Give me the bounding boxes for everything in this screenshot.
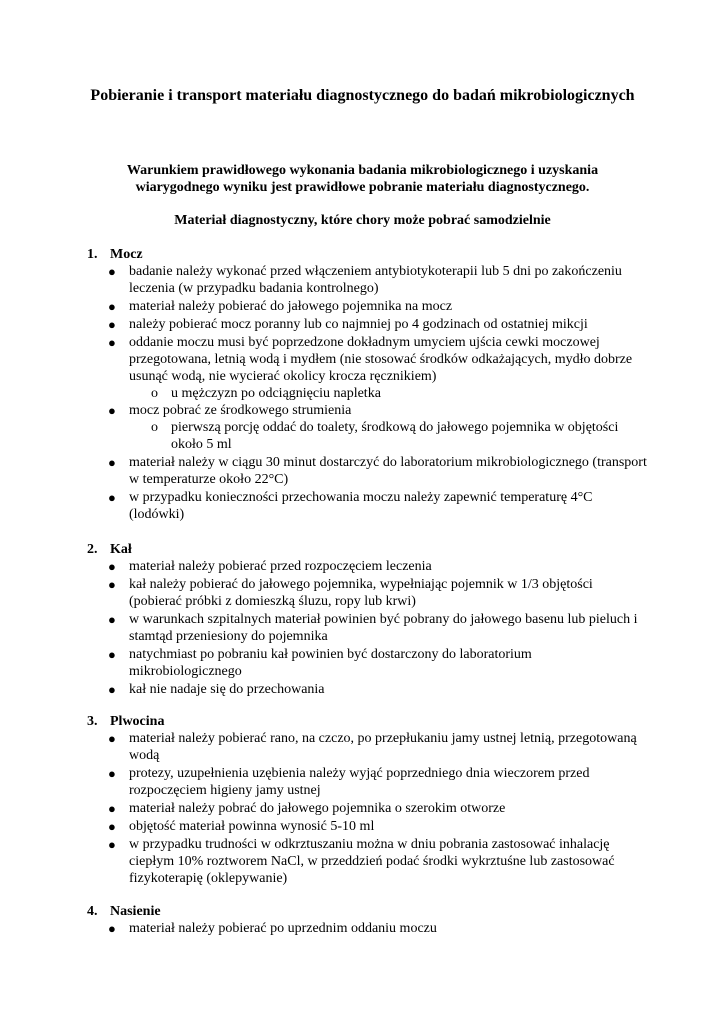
list-item bbox=[87, 576, 647, 610]
list-item-text: objętość materiał powinna wynosić 5-10 ml bbox=[129, 819, 375, 834]
bullet-list bbox=[87, 558, 647, 698]
bullet-icon: ● bbox=[108, 403, 116, 418]
list-item bbox=[87, 334, 647, 402]
section-heading bbox=[87, 541, 647, 558]
document-title: Pobieranie i transport materiału diagnostycznego do badań mikrobiologicznych bbox=[90, 87, 635, 104]
section-number: 3. bbox=[87, 714, 98, 729]
bullet-icon: ● bbox=[108, 490, 116, 505]
list-item-text: badanie należy wykonać przed włączeniem antybiotykoterapii lub 5 dni po zakończeniu leczenia (w przypadku badania kontrolnego) bbox=[129, 264, 622, 296]
list-item-text: kał nie nadaje się do przechowania bbox=[129, 682, 325, 697]
bullet-icon: ● bbox=[108, 455, 116, 470]
list-item-text: w warunkach szpitalnych materiał powinien być pobrany do jałowego basenu lub pieluch i stamtąd przeniesiony do pojemnika bbox=[129, 612, 638, 644]
section-name: Plwocina bbox=[110, 714, 165, 729]
circle-bullet-icon: o bbox=[151, 386, 158, 401]
list-item bbox=[87, 646, 647, 680]
list-item-text: materiał należy pobrać do jałowego pojemnika o szerokim otworze bbox=[129, 801, 506, 816]
bullet-icon: ● bbox=[108, 335, 116, 350]
sub-list-item-text: pierwszą porcję oddać do toalety, środkową do jałowego pojemnika w objętości około 5 ml bbox=[171, 420, 619, 452]
section-subtitle: Materiał diagnostyczny, które chory może pobrać samodzielnie bbox=[174, 213, 551, 228]
list-item-text: kał należy pobierać do jałowego pojemnika, wypełniając pojemnik w 1/3 objętości (pobierać próbki z domieszką śluzu, ropy lub krwi) bbox=[129, 577, 593, 609]
section-number: 4. bbox=[87, 904, 98, 919]
bullet-list bbox=[87, 920, 647, 937]
sub-bullet-list bbox=[87, 419, 647, 453]
intro-paragraph: Warunkiem prawidłowego wykonania badania mikrobiologicznego i uzyskania wiarygodnego wyniku jest prawidłowe pobranie materiału diagnostycznego. bbox=[126, 163, 599, 195]
list-item bbox=[87, 611, 647, 645]
bullet-icon: ● bbox=[108, 766, 116, 781]
bullet-icon: ● bbox=[108, 921, 116, 936]
list-item-text: należy pobierać mocz poranny lub co najmniej po 4 godzinach od ostatniej mikcji bbox=[129, 317, 588, 332]
list-item-text: materiał należy w ciągu 30 minut dostarczyć do laboratorium mikrobiologicznego (transport w temperaturze około 22°C) bbox=[129, 455, 647, 487]
list-item bbox=[87, 818, 647, 835]
section-name: Kał bbox=[110, 542, 132, 557]
sub-list-item bbox=[87, 419, 647, 453]
bullet-icon: ● bbox=[108, 317, 116, 332]
list-item bbox=[87, 730, 647, 764]
bullet-icon: ● bbox=[108, 837, 116, 852]
bullet-icon: ● bbox=[108, 647, 116, 662]
bullet-icon: ● bbox=[108, 612, 116, 627]
list-item-text: oddanie moczu musi być poprzedzone dokładnym umyciem ujścia cewki moczowej przegotowana, letnią wodą i mydłem (nie stosować środków odkażających, mydło dobrze usunąć wodą, nie wycierać okolicy krocza ręcznikiem) bbox=[129, 335, 633, 384]
bullet-icon: ● bbox=[108, 731, 116, 746]
list-item bbox=[87, 800, 647, 817]
list-item bbox=[87, 298, 647, 315]
list-item-text: materiał należy pobierać przed rozpoczęciem leczenia bbox=[129, 559, 432, 574]
list-item bbox=[87, 402, 647, 453]
list-item bbox=[87, 316, 647, 333]
section-number: 2. bbox=[87, 542, 98, 557]
list-item-text: protezy, uzupełnienia uzębienia należy wyjąć poprzedniego dnia wieczorem przed rozpoczęciem higieny jamy ustnej bbox=[129, 766, 590, 798]
list-item bbox=[87, 681, 647, 698]
list-item-text: w przypadku konieczności przechowania moczu należy zapewnić temperaturę 4°C (lodówki) bbox=[129, 490, 593, 522]
bullet-icon: ● bbox=[108, 299, 116, 314]
list-item bbox=[87, 558, 647, 575]
list-item bbox=[87, 836, 647, 887]
section-plwocina bbox=[87, 713, 647, 887]
list-item-text: mocz pobrać ze środkowego strumienia bbox=[129, 403, 352, 418]
bullet-list bbox=[87, 730, 647, 887]
list-item-text: w przypadku trudności w odkrztuszaniu można w dniu pobrania zastosować inhalację ciepłym 10% roztworem NaCl, w przeddzień podać środki wykrztuśne lub zastosować fizykoterapię (oklepywanie) bbox=[129, 837, 615, 886]
list-item bbox=[87, 454, 647, 488]
bullet-icon: ● bbox=[108, 559, 116, 574]
sub-list-item bbox=[87, 385, 647, 402]
list-item bbox=[87, 920, 647, 937]
bullet-icon: ● bbox=[108, 577, 116, 592]
sub-list-item-text: u mężczyzn po odciągnięciu napletka bbox=[171, 386, 381, 401]
bullet-list bbox=[87, 263, 647, 523]
list-item-text: materiał należy pobierać do jałowego pojemnika na mocz bbox=[129, 299, 453, 314]
section-mocz bbox=[87, 246, 647, 523]
sub-bullet-list bbox=[87, 385, 647, 402]
section-name: Mocz bbox=[110, 247, 143, 262]
bullet-icon: ● bbox=[108, 801, 116, 816]
bullet-icon: ● bbox=[108, 264, 116, 279]
list-item bbox=[87, 489, 647, 523]
list-item-text: materiał należy pobierać rano, na czczo, po przepłukaniu jamy ustnej letnią, przegotowaną wodą bbox=[129, 731, 637, 763]
bullet-icon: ● bbox=[108, 682, 116, 697]
section-heading bbox=[87, 903, 647, 920]
section-heading bbox=[87, 713, 647, 730]
bullet-icon: ● bbox=[108, 819, 116, 834]
list-item-text: materiał należy pobierać po uprzednim oddaniu moczu bbox=[129, 921, 437, 936]
section-name: Nasienie bbox=[110, 904, 161, 919]
section-nasienie bbox=[87, 903, 647, 937]
circle-bullet-icon: o bbox=[151, 420, 158, 435]
section-heading bbox=[87, 246, 647, 263]
section-kal bbox=[87, 541, 647, 698]
list-item-text: natychmiast po pobraniu kał powinien być dostarczony do laboratorium mikrobiologicznego bbox=[129, 647, 532, 679]
list-item bbox=[87, 765, 647, 799]
list-item bbox=[87, 263, 647, 297]
section-number: 1. bbox=[87, 247, 98, 262]
